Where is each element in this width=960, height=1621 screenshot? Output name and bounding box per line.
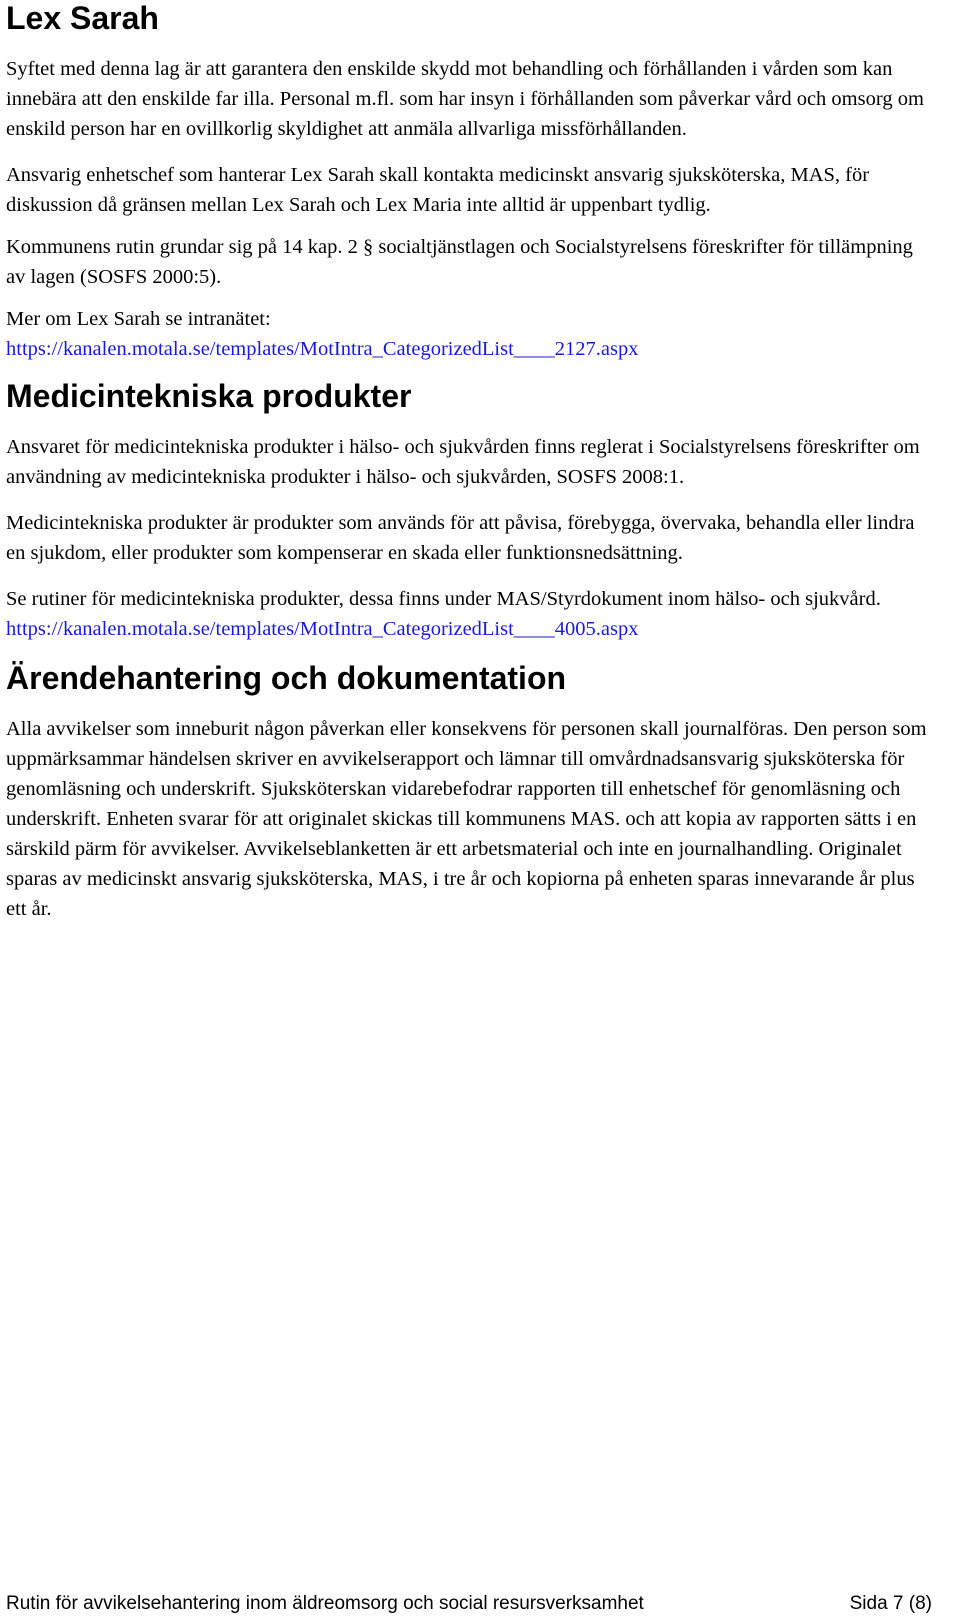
- page-footer: [6, 1591, 932, 1617]
- section-heading-lex-sarah: Lex Sarah: [6, 0, 159, 36]
- lex-sarah-intranet-link[interactable]: https://kanalen.motala.se/templates/MotIntra_CategorizedList____2127.aspx: [6, 338, 639, 360]
- lex-sarah-paragraph-3: Kommunens rutin grundar sig på 14 kap. 2 § socialtjänstlagen och Socialstyrelsens föreskrifter för tillämpning av lagen (SOSFS 2000:5).: [6, 236, 913, 288]
- document-page: [6, 0, 932, 924]
- lex-sarah-paragraph-1: Syftet med denna lag är att garantera den enskilde skydd mot behandling och förhållanden i vården som kan innebära att den enskilde far illa. Personal m.fl. som har insyn i förhållanden som påverkar vård och omsorg om enskild person har en ovillkorlig skyldighet att anmäla allvarliga missförhållanden.: [6, 58, 924, 140]
- medicintekniska-paragraph-3: Se rutiner för medicintekniska produkter, dessa finns under MAS/Styrdokument inom hälso- och sjukvård.: [6, 588, 881, 610]
- lex-sarah-paragraph-4: Mer om Lex Sarah se intranätet:: [6, 308, 271, 330]
- footer-document-title: Rutin för avvikelsehantering inom äldreomsorg och social resursverksamhet: [6, 1593, 644, 1614]
- medicintekniska-rutiner-block: [6, 584, 932, 644]
- section-heading-medicintekniska: Medicintekniska produkter: [6, 378, 412, 414]
- medicintekniska-paragraph-1: Ansvaret för medicintekniska produkter i hälso- och sjukvården finns reglerat i Socialstyrelsens föreskrifter om användning av medicintekniska produkter i hälso- och sjukvården, SOSFS 2008:1.: [6, 436, 920, 488]
- lex-sarah-paragraph-2: Ansvarig enhetschef som hanterar Lex Sarah skall kontakta medicinskt ansvarig sjuksköterska, MAS, för diskussion då gränsen mellan Lex Sarah och Lex Maria inte alltid är uppenbart tydlig.: [6, 164, 870, 216]
- lex-sarah-intranet-block: [6, 304, 932, 364]
- arendehantering-paragraph-1: Alla avvikelser som inneburit någon påverkan eller konsekvens för personen skall journalföras. Den person som uppmärksammar händelsen skriver en avvikelserapport och lämnar till omvårdnadsansvarig sjuksköterska för genomläsning och underskrift. Sjuksköterskan vidarebefodrar rapporten till enhetschef för genomläsning och underskrift. Enheten svarar för att originalet skickas till kommunens MAS. och att kopia av rapporten sätts i en särskild pärm för avvikelser. Avvikelseblanketten är ett arbetsmaterial och inte en journalhandling. Originalet sparas av medicinskt ansvarig sjuksköterska, MAS, i tre år och kopiorna på enheten sparas innevarande år plus ett år.: [6, 718, 927, 920]
- footer-page-number: Sida 7 (8): [849, 1593, 932, 1614]
- medicintekniska-intranet-link[interactable]: https://kanalen.motala.se/templates/MotIntra_CategorizedList____4005.aspx: [6, 618, 639, 640]
- medicintekniska-paragraph-2: Medicintekniska produkter är produkter som används för att påvisa, förebygga, övervaka, behandla eller lindra en sjukdom, eller produkter som kompenserar en skada eller funktionsnedsättning.: [6, 512, 915, 564]
- section-heading-arendehantering: Ärendehantering och dokumentation: [6, 660, 567, 696]
